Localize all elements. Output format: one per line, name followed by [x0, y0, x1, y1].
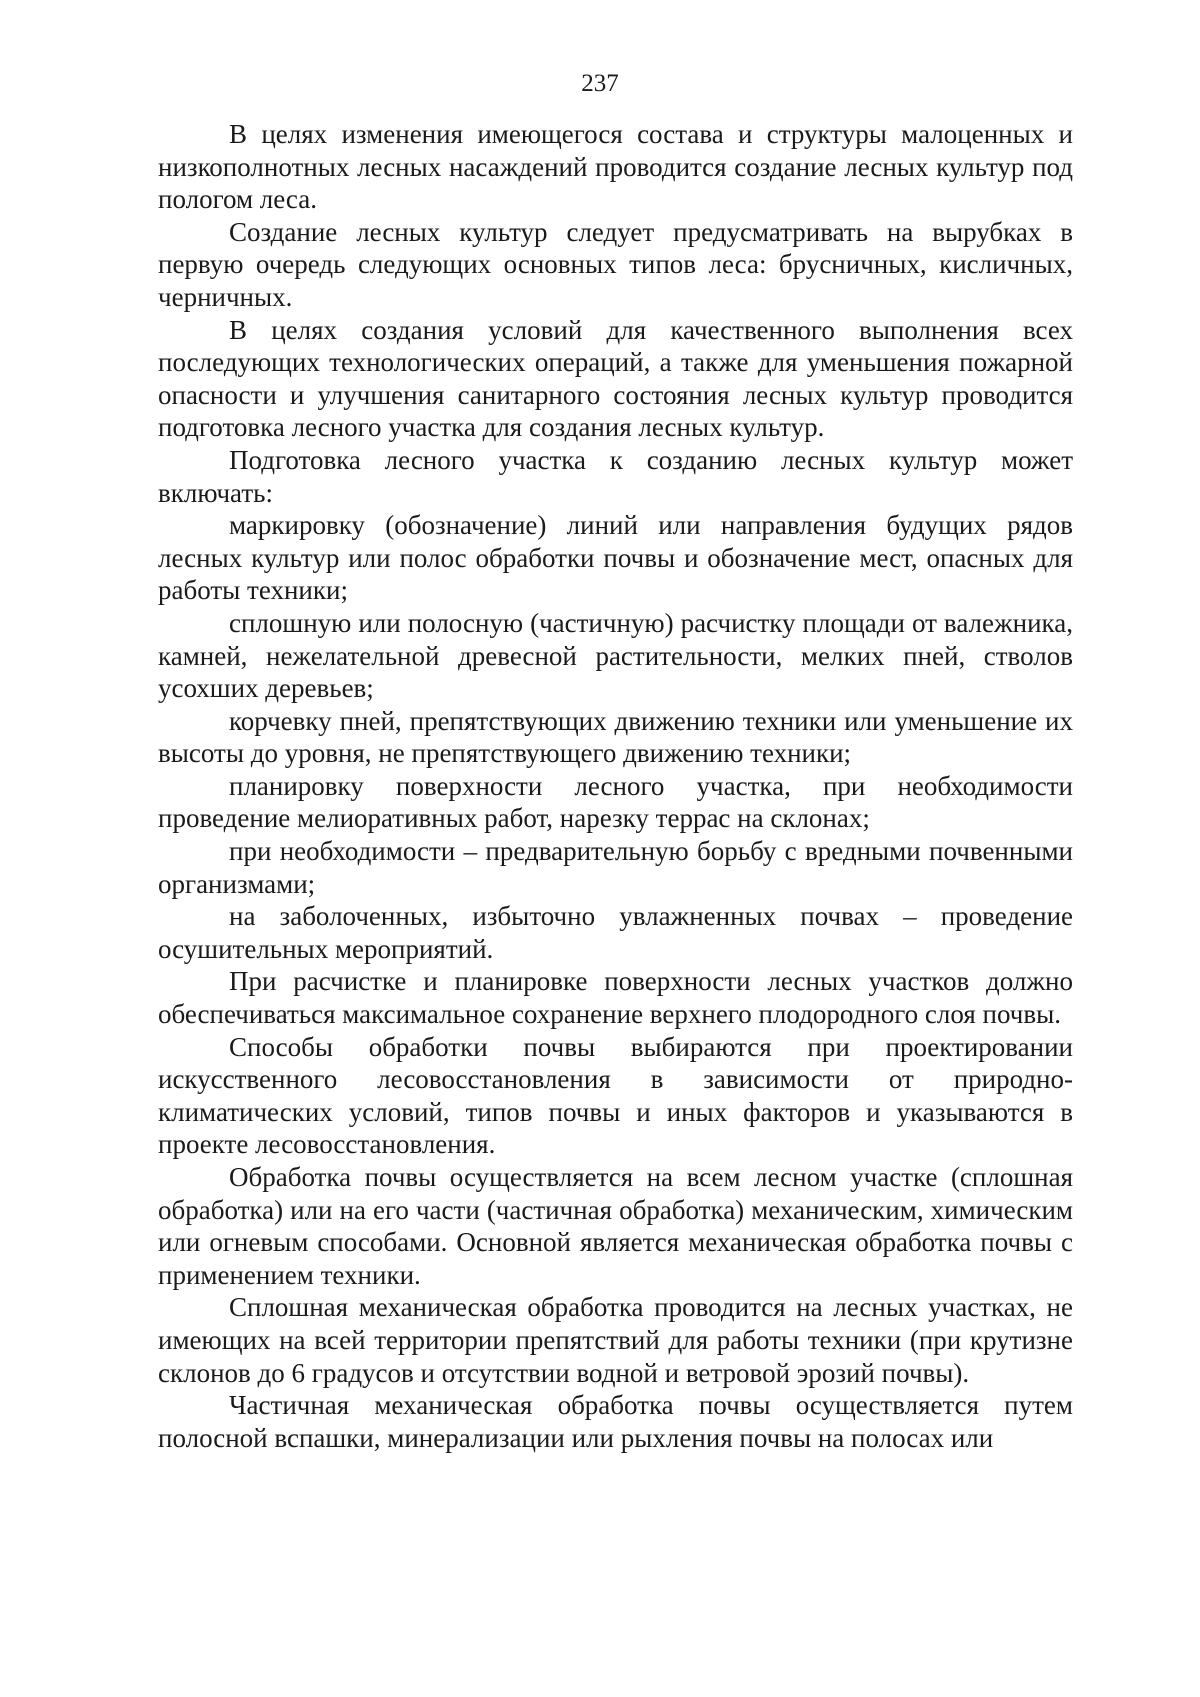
paragraph: Обработка почвы осуществляется на всем лесном участке (сплошная обработка) или на его части (частичная обработка) механическим, химическим или огневым способами. Основной является механическая обработка почвы с применением техники. [158, 1162, 1073, 1290]
paragraph: Сплошная механическая обработка проводится на лесных участках, не имеющих на всей территории препятствий для работы техники (при крутизне склонов до 6 градусов и отсутствии водной и ветровой эрозий почвы). [158, 1292, 1073, 1388]
paragraph: Способы обработки почвы выбираются при проектировании искусственного лесовосстановления в зависимости от природно-климатических условий, типов почвы и иных факторов и указываются в проекте лесовосстановления. [158, 1031, 1073, 1160]
paragraph: В целях создания условий для качественного выполнения всех последующих технологических операций, а также для уменьшения пожарной опасности и улучшения санитарного состояния лесных культур проводится подготовка лесного участка для создания лесных культур. [158, 314, 1073, 443]
list-item-paragraph: при необходимости – предварительную борьбу с вредными почвенными организмами; [158, 836, 1073, 899]
paragraph: Подготовка лесного участка к созданию лесных культур может включать: [158, 444, 1073, 508]
list-item-paragraph: на заболоченных, избыточно увлажненных почвах – проведение осушительных мероприятий. [158, 901, 1073, 964]
paragraph: Создание лесных культур следует предусматривать на вырубках в первую очередь следующих основных типов леса: брусничных, кисличных, черничных. [158, 216, 1073, 312]
list-item-paragraph: сплошную или полосную (частичную) расчистку площади от валежника, камней, нежелательной древесной растительности, мелких пней, стволов усохших деревьев; [158, 607, 1073, 704]
paragraph: Частичная механическая обработка почвы осуществляется путем полосной вспашки, минерализации или рыхления почвы на полосах или [158, 1390, 1073, 1453]
page-number: 237 [581, 70, 619, 97]
paragraph: При расчистке и планировке поверхности лесных участков должно обеспечиваться максимальное сохранение верхнего плодородного слоя почвы. [158, 966, 1073, 1030]
list-item-paragraph: маркировку (обозначение) линий или направления будущих рядов лесных культур или полос обработки почвы и обозначение мест, опасных для работы техники; [158, 510, 1073, 606]
paragraph: В целях изменения имеющегося состава и структуры малоценных и низкополнотных лесных насаждений проводится создание лесных культур под пологом леса. [158, 119, 1073, 215]
list-item-paragraph: корчевку пней, препятствующих движению техники или уменьшение их высоты до уровня, не препятствующего движению техники; [158, 705, 1073, 769]
list-item-paragraph: планировку поверхности лесного участка, при необходимости проведение мелиоративных работ, нарезку террас на склонах; [158, 770, 1073, 834]
document-body [158, 118, 1073, 1454]
